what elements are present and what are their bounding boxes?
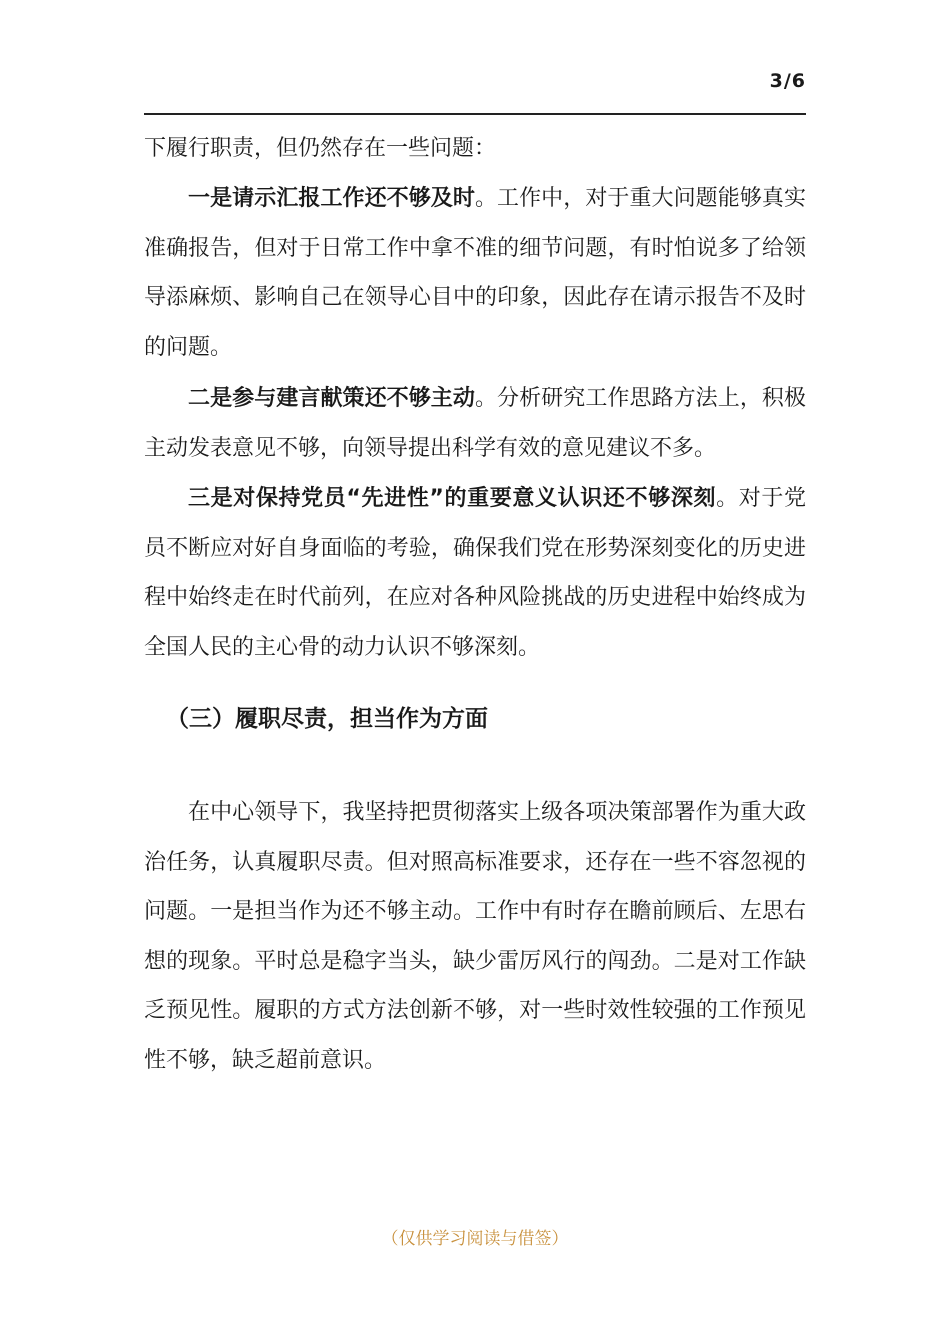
item-lead-1: 一是请示汇报工作还不够及时 (188, 186, 475, 211)
section-body: 在中心领导下，我坚持把贯彻落实上级各项决策部署作为重大政治任务，认真履职尽责。但对照高标准要求，还存在一些不容忽视的问题。一是担当作为还不够主动。工作中有时存在瞻前顾后、左思右想的现象。平时总是稳字当头，缺少雷厉风行的闯劲。二是对工作缺乏预见性。履职的方式方法创新不够，对一些时效性较强的工作预见性不够，缺乏超前意识。 (144, 800, 806, 1073)
header-divider (144, 113, 806, 115)
section-heading: （三）履职尽责，担当作为方面 (166, 706, 488, 732)
item-paragraph-3 (144, 474, 806, 672)
footer-note: （仅供学习阅读与借签） (381, 1229, 569, 1249)
intro-paragraph: 下履行职责，但仍然存在一些问题： (144, 136, 497, 161)
item-body-3: 。对于党员不断应对好自身面临的考验，确保我们党在形势深刻变化的历史进程中始终走在时代前列，在应对各种风险挑战的历史进程中始终成为全国人民的主心骨的动力认识不够深刻。 (144, 486, 806, 660)
item-lead-3: 三是对保持党员“先进性”的重要意义认识还不够深刻 (188, 486, 717, 511)
item-paragraph-1 (144, 174, 806, 372)
item-lead-2: 二是参与建言献策还不够主动 (188, 386, 475, 411)
item-paragraph-2 (144, 374, 806, 473)
page-number: 3/6 (769, 70, 806, 92)
item-body-2: 。分析研究工作思路方法上，积极主动发表意见不够，向领导提出科学有效的意见建议不多。 (144, 386, 806, 461)
item-body-1: 。工作中，对于重大问题能够真实准确报告，但对于日常工作中拿不准的细节问题，有时怕说多了给领导添麻烦、影响自己在领导心目中的印象，因此存在请示报告不及时的问题。 (144, 186, 806, 360)
